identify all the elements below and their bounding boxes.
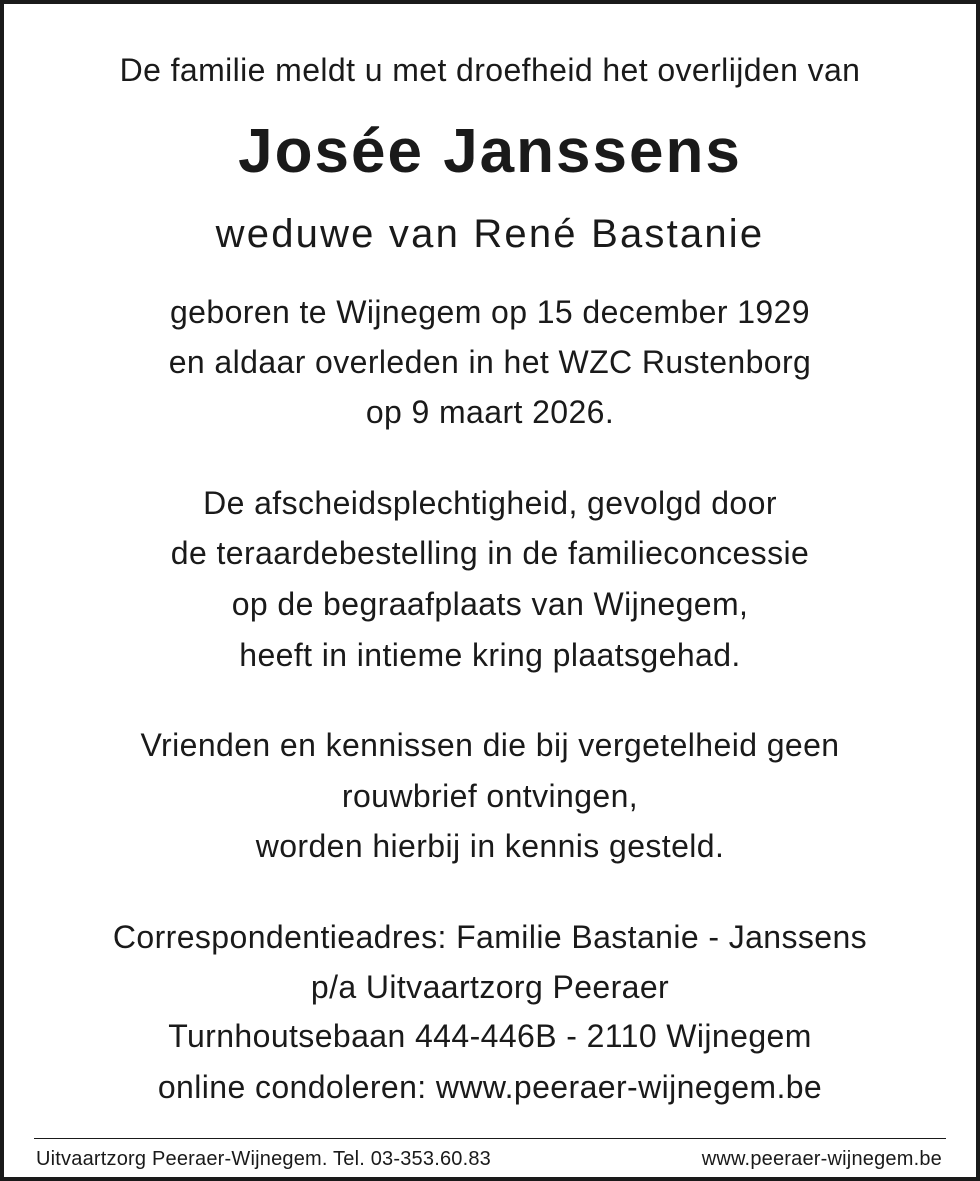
notice-line-1: Vrienden en kennissen die bij vergetelheid geen <box>140 727 840 763</box>
footer-undertaker: Uitvaartzorg Peeraer-Wijnegem. Tel. 03-353.60.83 <box>36 1148 492 1170</box>
condolence-link: online condoleren: www.peeraer-wijnegem.be <box>157 1069 823 1105</box>
notice-line-2: rouwbrief ontvingen, <box>341 778 639 814</box>
ceremony-line-1: De afscheidsplechtigheid, gevolgd door <box>203 485 777 521</box>
notice-line-3: worden hierbij in kennis gesteld. <box>255 828 725 864</box>
ceremony-line-3: op de begraafplaats van Wijnegem, <box>231 586 749 622</box>
birth-line-1: geboren te Wijnegem op 15 december 1929 <box>169 294 810 330</box>
correspondence-line-2: p/a Uitvaartzorg Peeraer <box>310 969 670 1005</box>
intro-text: De familie meldt u met droefheid het overlijden van <box>119 52 861 88</box>
deceased-name: Josée Janssens <box>238 117 742 186</box>
ceremony-line-4: heeft in intieme kring plaatsgehad. <box>239 637 741 673</box>
birth-line-3: op 9 maart 2026. <box>365 394 615 430</box>
ceremony-line-2: de teraardebestelling in de familieconcessie <box>170 535 810 571</box>
correspondence-line-1: Correspondentieadres: Familie Bastanie - Janssens <box>112 919 868 955</box>
footer-divider <box>34 1138 946 1139</box>
footer-website: www.peeraer-wijnegem.be <box>701 1148 942 1170</box>
birth-line-2: en aldaar overleden in het WZC Rustenborg <box>168 344 812 380</box>
widow-of-text: weduwe van René Bastanie <box>215 212 765 256</box>
correspondence-line-3: Turnhoutsebaan 444-446B - 2110 Wijnegem <box>168 1018 812 1054</box>
